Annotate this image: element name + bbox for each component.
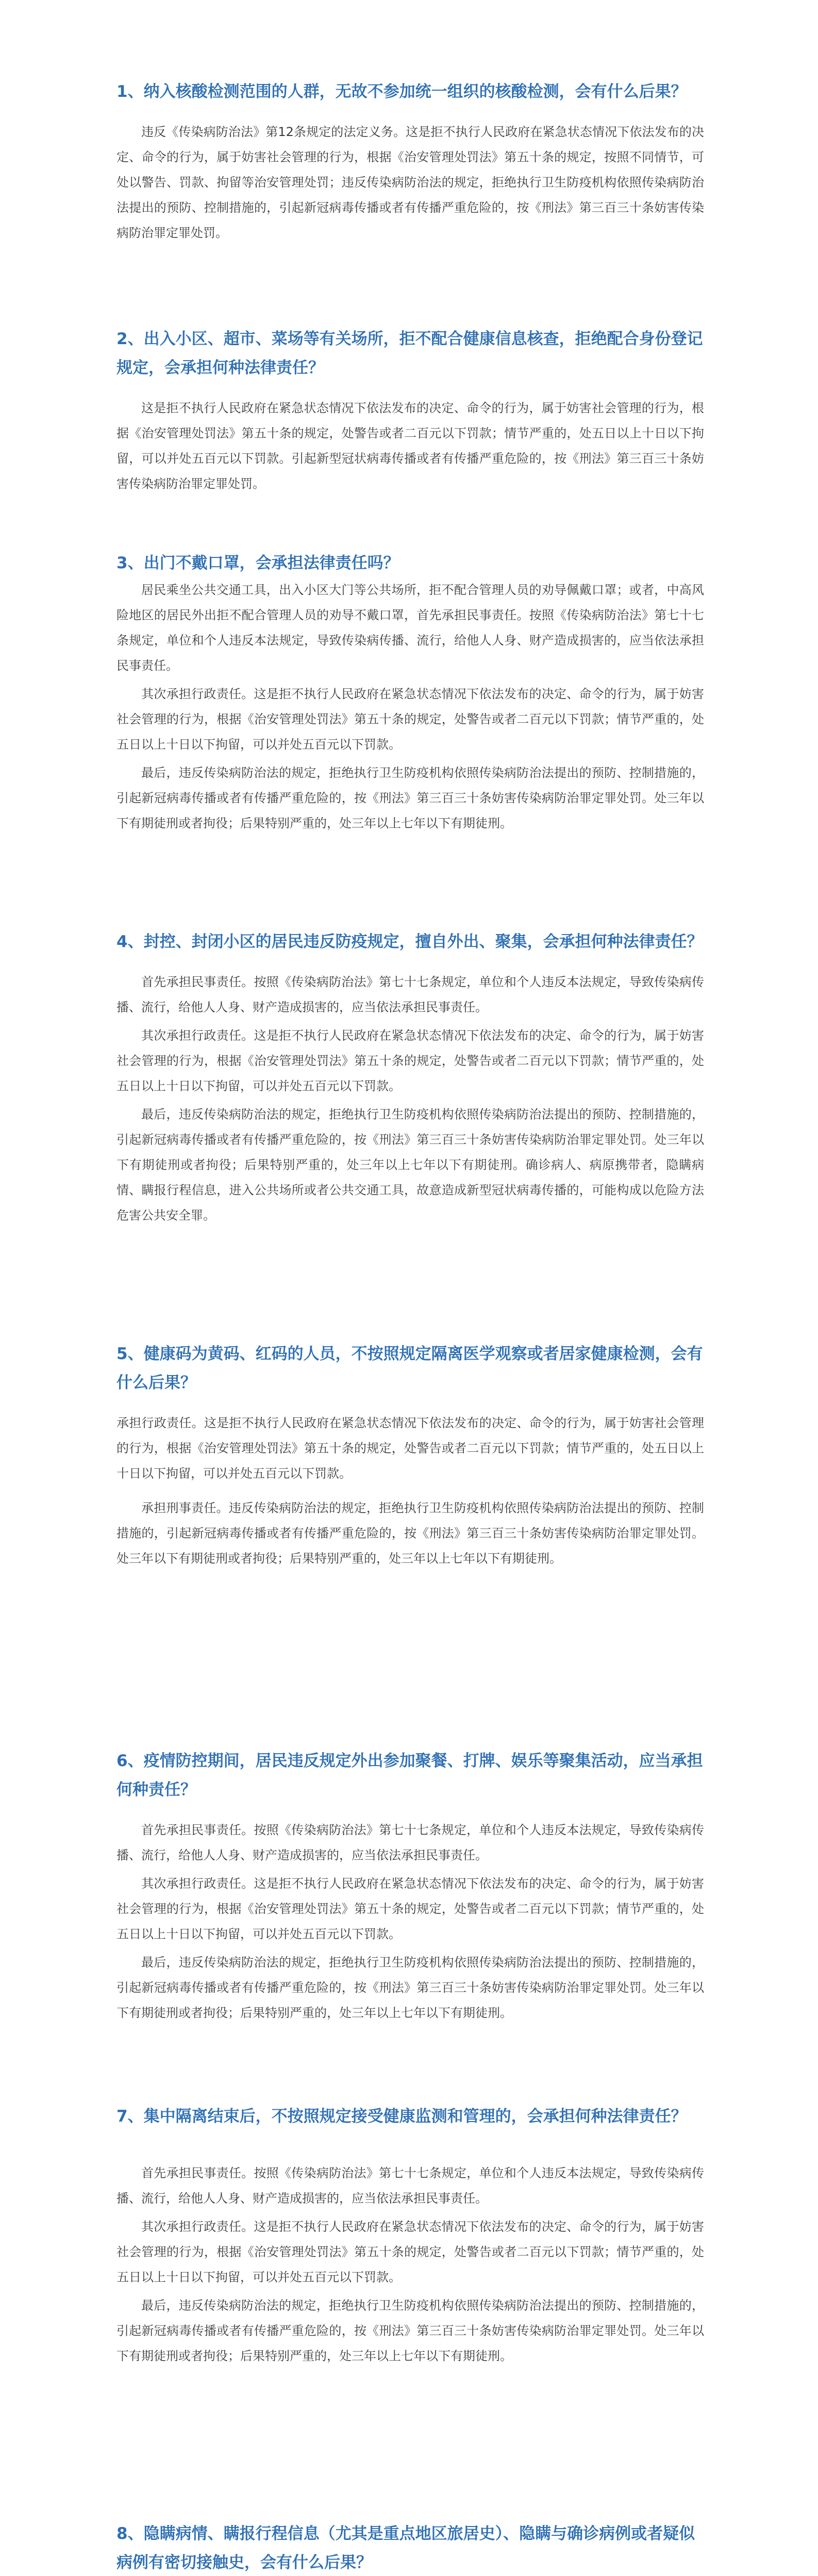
qa-section-4 xyxy=(116,927,704,1231)
answer-paragraph: 承担刑事责任。违反传染病防治法的规定，拒绝执行卫生防疫机构依照传染病防治法提出的预防、控制措施的，引起新冠病毒传播或者有传播严重危险的，按《刑法》第三百三十条妨害传染病防治罪定罪处罚。处三年以下有期徒刑或者拘役；后果特别严重的，处三年以上七年以下有期徒刑。 xyxy=(116,1501,704,1566)
question-heading: 7、集中隔离结束后，不按照规定接受健康监测和管理的，会承担何种法律责任？ xyxy=(116,2107,687,2126)
answer-paragraph: 最后，违反传染病防治法的规定，拒绝执行卫生防疫机构依照传染病防治法提出的预防、控制措施的，引起新冠病毒传播或者有传播严重危险的，按《刑法》第三百三十条妨害传染病防治罪定罪处罚。处三年以下有期徒刑或者拘役；后果特别严重的，处三年以上七年以下有期徒刑。 xyxy=(116,1955,704,2020)
question-heading: 1、纳入核酸检测范围的人群，无故不参加统一组织的核酸检测，会有什么后果？ xyxy=(116,82,687,101)
answer-paragraph: 最后，违反传染病防治法的规定，拒绝执行卫生防疫机构依照传染病防治法提出的预防、控制措施的，引起新冠病毒传播或者有传播严重危险的，按《刑法》第三百三十条妨害传染病防治罪定罪处罚。处三年以下有期徒刑或者拘役；后果特别严重的，处三年以上七年以下有期徒刑。 xyxy=(116,2298,704,2363)
answer-paragraph: 这是拒不执行人民政府在紧急状态情况下依法发布的决定、命令的行为，属于妨害社会管理的行为，根据《治安管理处罚法》第五十条的规定，处警告或者二百元以下罚款；情节严重的，处五日以上十日以下拘留，可以并处五百元以下罚款。引起新型冠状病毒传播或者有传播严重危险的，按《刑法》第三百三十条妨害传染病防治罪定罪处罚。 xyxy=(116,401,704,491)
question-heading: 6、疫情防控期间，居民违反规定外出参加聚餐、打牌、娱乐等聚集活动，应当承担何种责任？ xyxy=(116,1752,703,1799)
question-heading: 2、出入小区、超市、菜场等有关场所，拒不配合健康信息核查，拒绝配合身份登记规定，会承担何种法律责任？ xyxy=(116,330,703,377)
qa-section-1 xyxy=(116,77,704,255)
qa-section-6 xyxy=(116,1747,704,2029)
answer-paragraph: 其次承担行政责任。这是拒不执行人民政府在紧急状态情况下依法发布的决定、命令的行为，属于妨害社会管理的行为，根据《治安管理处罚法》第五十条的规定，处警告或者二百元以下罚款；情节严重的，处五日以上十日以下拘留，可以并处五百元以下罚款。 xyxy=(116,2219,704,2284)
question-heading: 8、隐瞒病情、瞒报行程信息（尤其是重点地区旅居史）、隐瞒与确诊病例或者疑似病例有密切接触史，会有什么后果？ xyxy=(116,2524,695,2572)
question-heading: 4、封控、封闭小区的居民违反防疫规定，擅自外出、聚集，会承担何种法律责任？ xyxy=(116,933,703,951)
answer-paragraph: 其次承担行政责任。这是拒不执行人民政府在紧急状态情况下依法发布的决定、命令的行为，属于妨害社会管理的行为，根据《治安管理处罚法》第五十条的规定，处警告或者二百元以下罚款；情节严重的，处五日以上十日以下拘留，可以并处五百元以下罚款。 xyxy=(116,1028,704,1093)
answer-paragraph: 其次承担行政责任。这是拒不执行人民政府在紧急状态情况下依法发布的决定、命令的行为，属于妨害社会管理的行为，根据《治安管理处罚法》第五十条的规定，处警告或者二百元以下罚款；情节严重的，处五日以上十日以下拘留，可以并处五百元以下罚款。 xyxy=(116,1876,704,1941)
answer-paragraph: 首先承担民事责任。按照《传染病防治法》第七十七条规定，单位和个人违反本法规定，导致传染病传播、流行，给他人人身、财产造成损害的，应当依法承担民事责任。 xyxy=(116,2166,704,2206)
question-heading: 3、出门不戴口罩，会承担法律责任吗？ xyxy=(116,554,399,572)
question-heading: 5、健康码为黄码、红码的人员，不按照规定隔离医学观察或者居家健康检测，会有什么后果？ xyxy=(116,1345,703,1392)
answer-paragraph: 违反《传染病防治法》第12条规定的法定义务。这是拒不执行人民政府在紧急状态情况下依法发布的决定、命令的行为，属于妨害社会管理的行为，根据《治安管理处罚法》第五十条的规定，按照不同情节，可处以警告、罚款、拘留等治安管理处罚；违反传染病防治法的规定，拒绝执行卫生防疫机构依照传染病防治法提出的预防、控制措施的，引起新冠病毒传播或者有传播严重危险的，按《刑法》第三百三十条妨害传染病防治罪定罪处罚。 xyxy=(116,125,704,240)
answer-paragraph: 居民乘坐公共交通工具，出入小区大门等公共场所，拒不配合管理人员的劝导佩戴口罩；或者，中高风险地区的居民外出拒不配合管理人员的劝导不戴口罩，首先承担民事责任。按照《传染病防治法》第七十七条规定，单位和个人违反本法规定，导致传染病传播、流行，给他人人身、财产造成损害的，应当依法承担民事责任。 xyxy=(116,583,704,673)
qa-section-2 xyxy=(116,325,704,506)
answer-paragraph: 承担行政责任。这是拒不执行人民政府在紧急状态情况下依法发布的决定、命令的行为，属于妨害社会管理的行为，根据《治安管理处罚法》第五十条的规定，处警告或者二百元以下罚款；情节严重的，处五日以上十日以下拘留，可以并处五百元以下罚款。 xyxy=(116,1416,704,1481)
qa-section-5 xyxy=(116,1340,704,1581)
answer-paragraph: 首先承担民事责任。按照《传染病防治法》第七十七条规定，单位和个人违反本法规定，导致传染病传播、流行，给他人人身、财产造成损害的，应当依法承担民事责任。 xyxy=(116,975,704,1014)
answer-paragraph: 最后，违反传染病防治法的规定，拒绝执行卫生防疫机构依照传染病防治法提出的预防、控制措施的，引起新冠病毒传播或者有传播严重危险的，按《刑法》第三百三十条妨害传染病防治罪定罪处罚。处三年以下有期徒刑或者拘役；后果特别严重的，处三年以上七年以下有期徒刑。 xyxy=(116,766,704,831)
qa-section-3 xyxy=(116,549,704,839)
qa-section-7 xyxy=(116,2102,704,2372)
answer-paragraph: 其次承担行政责任。这是拒不执行人民政府在紧急状态情况下依法发布的决定、命令的行为，属于妨害社会管理的行为，根据《治安管理处罚法》第五十条的规定，处警告或者二百元以下罚款；情节严重的，处五日以上十日以下拘留，可以并处五百元以下罚款。 xyxy=(116,687,704,752)
answer-paragraph: 最后，违反传染病防治法的规定，拒绝执行卫生防疫机构依照传染病防治法提出的预防、控制措施的，引起新冠病毒传播或者有传播严重危险的，按《刑法》第三百三十条妨害传染病防治罪定罪处罚。处三年以下有期徒刑或者拘役；后果特别严重的，处三年以上七年以下有期徒刑。确诊病人、病原携带者，隐瞒病情、瞒报行程信息，进入公共场所或者公共交通工具，故意造成新型冠状病毒传播的，可能构成以危险方法危害公共安全罪。 xyxy=(116,1107,704,1223)
answer-paragraph: 首先承担民事责任。按照《传染病防治法》第七十七条规定，单位和个人违反本法规定，导致传染病传播、流行，给他人人身、财产造成损害的，应当依法承担民事责任。 xyxy=(116,1823,704,1862)
qa-section-8 xyxy=(116,2519,704,2576)
